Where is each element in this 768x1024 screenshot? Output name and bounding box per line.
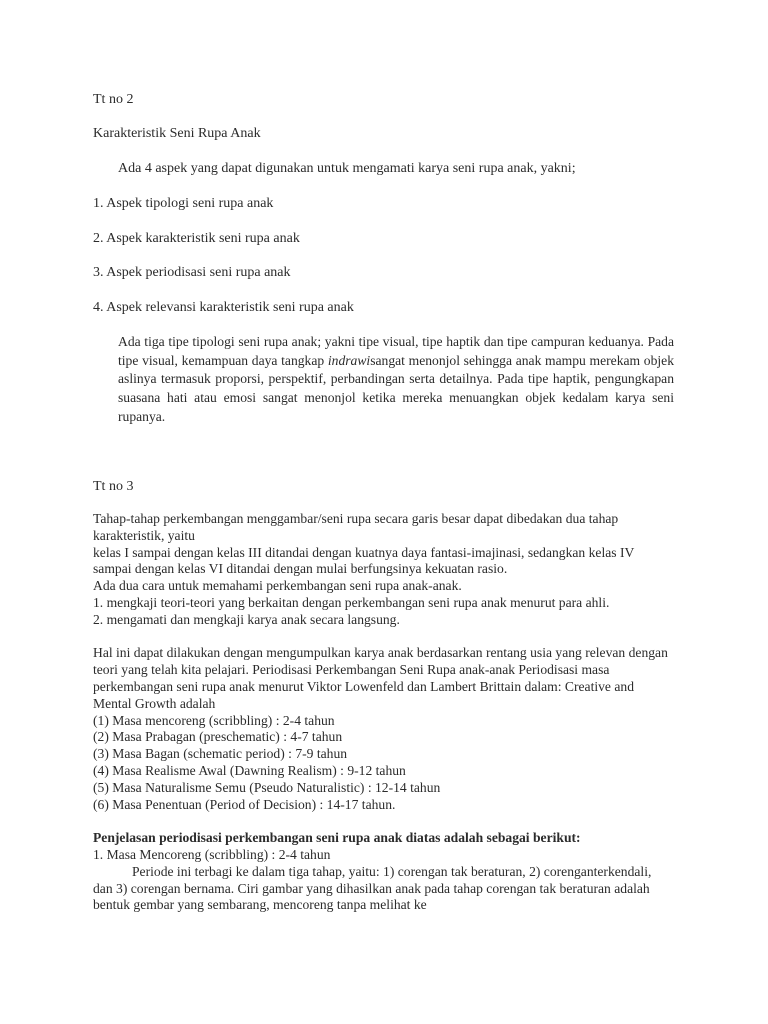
paragraph-text-start: Ada tiga tipe tipologi seni rupa anak; yakni tipe visual, tipe haptik dan tipe campuran keduanya. Pada tipe visual, kemampuan daya tangkap [118,334,674,368]
sub-paragraph: Periode ini terbagi ke dalam tiga tahap, yaitu: 1) corengan tak beraturan, 2) corenganterkendali, dan 3) corengan bernama. Ciri gambar yang dihasilkan anak pada tahap corengan tak beraturan adalah bentuk gembar yang sembarang, mencoreng tanpa melihat ke [93,863,652,913]
aspect-item-1: 1. Aspek tipologi seni rupa anak [93,196,274,211]
aspect-item-2: 2. Aspek karakteristik seni rupa anak [93,231,300,246]
period-item: (6) Masa Penentuan (Period of Decision) : 14-17 tahun. [93,796,396,812]
section2-body [93,511,673,914]
paragraph-italic-word: indrawi [327,352,371,368]
period-item: (3) Masa Bagan (schematic period) : 7-9 tahun [93,746,348,762]
period-item: (4) Masa Realisme Awal (Dawning Realism) : 9-12 tahun [93,762,406,778]
intro-line: Ada 4 aspek yang dapat digunakan untuk mengamati karya seni rupa anak, yakni; [118,161,576,176]
bold-heading: Penjelasan periodisasi perkembangan seni rupa anak diatas adalah sebagai berikut: [93,830,581,846]
period-item: (1) Masa mencoreng (scribbling) : 2-4 tahun [93,712,335,728]
section-heading-tt-no-2: Tt no 2 [93,92,134,107]
section-title: Karakteristik Seni Rupa Anak [93,126,261,141]
section-heading-tt-no-3: Tt no 3 [93,479,134,494]
text-line: Hal ini dapat dilakukan dengan mengumpulkan karya anak berdasarkan rentang usia yang relevan dengan teori yang telah kita pelajari. Periodisasi Perkembangan Seni Rupa anak-anak Periodisasi masa perkembangan seni rupa anak menurut Viktor Lowenfeld dan Lambert Brittain dalam: Creative and Mental Growth adalah [93,645,668,711]
text-line: Tahap-tahap perkembangan menggambar/seni rupa secara garis besar dapat dibedakan dua tahap karakteristik, yaitu [93,511,619,543]
text-line: kelas I sampai dengan kelas III ditandai dengan kuatnya daya fantasi-imajinasi, sedangkan kelas IV sampai dengan kelas VI ditandai dengan mulai berfungsinya kekuatan rasio. [93,544,635,577]
aspect-item-3: 3. Aspek periodisasi seni rupa anak [93,265,291,280]
text-line: 1. mengkaji teori-teori yang berkaitan dengan perkembangan seni rupa anak menurut para ahli. [93,594,610,610]
tipologi-paragraph [118,333,674,427]
sub-item: 1. Masa Mencoreng (scribbling) : 2-4 tahun [93,846,331,862]
aspect-item-4: 4. Aspek relevansi karakteristik seni rupa anak [93,300,354,315]
period-item: (2) Masa Prabagan (preschematic) : 4-7 tahun [93,729,343,745]
period-item: (5) Masa Naturalisme Semu (Pseudo Naturalistic) : 12-14 tahun [93,779,441,795]
text-line: 2. mengamati dan mengkaji karya anak secara langsung. [93,611,400,627]
text-line: Ada dua cara untuk memahami perkembangan seni rupa anak-anak. [93,578,462,594]
paragraph-text-end: sangat menonjol sehingga anak mampu merekam objek aslinya termasuk proporsi, perspektif, perbandingan serta detailnya. Pada tipe haptik, pengungkapan suasana hati atau emosi sangat menonjol ketika mereka menuangkan objek kedalam karya seni rupanya. [118,352,675,424]
